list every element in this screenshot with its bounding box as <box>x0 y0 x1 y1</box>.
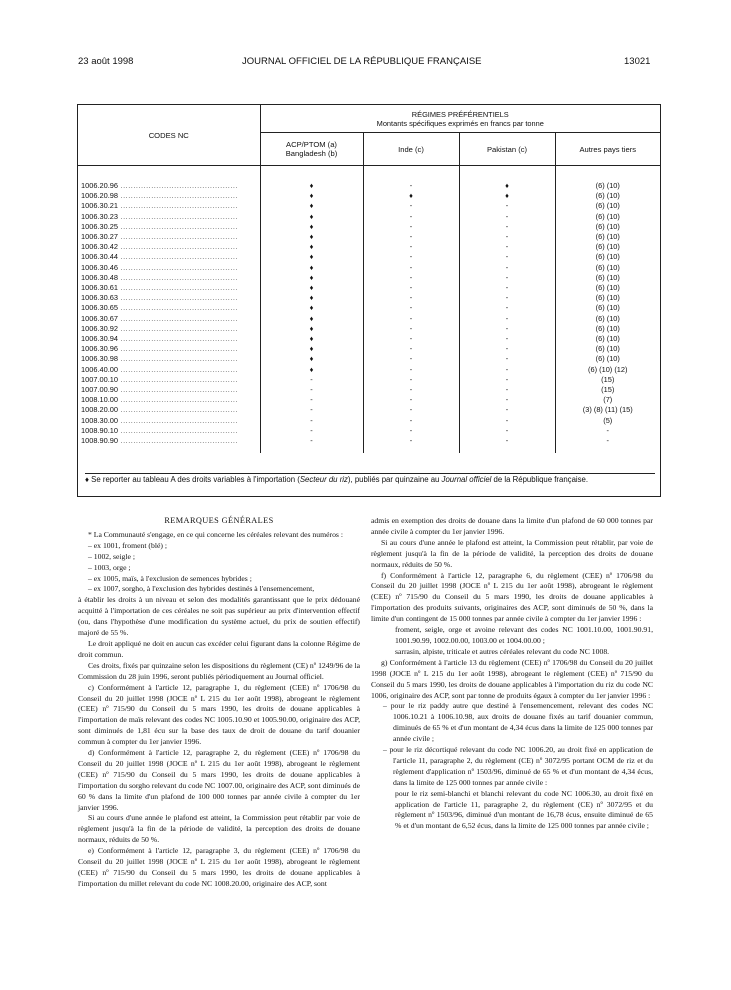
cell-pakistan: - <box>459 344 555 354</box>
cell-inde: - <box>363 405 459 415</box>
code-value: 1008.30.00 <box>81 415 118 425</box>
dot-leader: .............................................. <box>118 242 239 252</box>
code-value: 1006.30.25 <box>81 221 118 231</box>
regimes-title: RÉGIMES PRÉFÉRENTIELS <box>411 109 509 119</box>
code-value: 1007.00.10 <box>81 374 118 384</box>
cell-pakistan: - <box>459 283 555 293</box>
cell-pakistan: - <box>459 324 555 334</box>
cell-code <box>78 405 260 415</box>
table-row <box>78 375 660 385</box>
dot-leader: .............................................. <box>118 385 239 395</box>
cereal-list <box>78 541 360 596</box>
list-item: – ex 1005, maïs, à l'exclusion de semences hybrides ; <box>88 573 252 583</box>
cell-acp: ♦ <box>260 354 363 364</box>
code-value: 1006.30.96 <box>81 344 118 354</box>
paragraph: c) Conformément à l'article 12, paragraphe 1, du règlement (CEE) nº 1706/98 du Conseil du 20 juillet 1998 (JOCE nº L 215 du 1er août 1998), abrogeant le règlement (CEE) nº 715/90 du Conseil du 5 mars 1990, les droits de douane applicables à l'importation de maïs relevant des codes NC 1005.10.90 et 1005.90.00, originaire des ACP, sont diminués de 1,81 écu sur la base des taux de droit de douane du tarif douanier commun à compter du 1er janvier 1996. <box>78 682 360 747</box>
table-row <box>78 273 660 283</box>
cell-autres: (6) (10) <box>555 273 660 283</box>
table-row <box>78 212 660 222</box>
cell-autres: (6) (10) <box>555 222 660 232</box>
paragraph: Si au cours d'une année le plafond est atteint, la Commission peut rétablir par voie de règlement jusqu'à la fin de la période de validité, la perception des droits de douane normaux, réduits de 50 %. <box>78 813 360 845</box>
cell-acp: ♦ <box>260 324 363 334</box>
code-value: 1006.30.23 <box>81 211 118 221</box>
cell-inde: - <box>363 416 459 426</box>
cell-autres: (3) (8) (11) (15) <box>555 405 660 415</box>
dot-leader: .............................................. <box>118 181 239 190</box>
codes-nc-header: CODES NC <box>78 105 260 166</box>
table-row <box>78 293 660 303</box>
cell-code <box>78 395 260 405</box>
cell-pakistan: - <box>459 354 555 364</box>
cell-autres: (6) (10) <box>555 314 660 324</box>
cell-code <box>78 303 260 313</box>
cell-pakistan: ♦ <box>459 166 555 192</box>
table-footnote-part: ♦ Se reporter au tableau A des droits variables à l'importation ( <box>85 475 300 484</box>
paragraph: g) Conformément à l'article 13 du règlement (CEE) nº 1706/98 du Conseil du 20 juillet 1998 (JOCE nº L 215 du 1er août 1998), abrogeant le règlement (CEE) nº 715/90 du Conseil du 5 mars 1990, les droits de douane applicables à l'importation du riz du code NC 1006, originaire des ACP, sont par tonne de produits égaux à compter du 1er janvier 1996 : <box>371 657 653 700</box>
cell-inde: - <box>363 166 459 192</box>
cell-acp: - <box>260 436 363 453</box>
paragraph: * La Communauté s'engage, en ce qui concerne les céréales relevant des numéros : <box>88 529 343 539</box>
paragraph: e) Conformément à l'article 12, paragraphe 3, du règlement (CEE) nº 1706/98 du Conseil du 20 juillet 1998 (JOCE nº L 215 du 1er août 1998), abrogeant le règlement (CEE) nº 715/90 du Conseil du 5 mars 1990, les droits de douane applicables à l'importation du millet relevant du code NC 1008.20.00, originaire des ACP, sont <box>78 846 360 888</box>
cell-code <box>78 273 260 283</box>
dot-leader: .............................................. <box>118 354 239 364</box>
cell-code <box>78 324 260 334</box>
cell-autres: (6) (10) <box>555 344 660 354</box>
dot-leader: .............................................. <box>118 232 239 242</box>
cell-acp: ♦ <box>260 365 363 375</box>
paragraph: froment, seigle, orge et avoine relevant des codes NC 1001.10.00, 1001.90.91, 1001.90.99, 1002.00.00, 1003.00 et 1004.00.00 ; <box>395 625 653 645</box>
cell-inde: - <box>363 222 459 232</box>
cell-pakistan: - <box>459 212 555 222</box>
cell-code <box>78 222 260 232</box>
table-row <box>78 436 660 453</box>
dot-leader: .............................................. <box>118 374 239 384</box>
code-value: 1006.30.98 <box>81 354 118 364</box>
table-row <box>78 232 660 242</box>
cell-autres: (6) (10) <box>555 293 660 303</box>
dot-leader: .............................................. <box>118 293 239 303</box>
cell-acp: ♦ <box>260 201 363 211</box>
table-footnote-part: ), publiés par quinzaine au <box>347 475 442 484</box>
cell-acp: ♦ <box>260 222 363 232</box>
cell-pakistan: - <box>459 252 555 262</box>
cell-inde: - <box>363 273 459 283</box>
code-value: 1006.30.63 <box>81 293 118 303</box>
table-row <box>78 365 660 375</box>
left-column <box>78 516 360 890</box>
table-row <box>78 283 660 293</box>
cell-pakistan: ♦ <box>459 191 555 201</box>
cell-inde: - <box>363 334 459 344</box>
cell-acp: ♦ <box>260 263 363 273</box>
dot-leader: .............................................. <box>118 364 239 374</box>
right-column <box>371 516 653 832</box>
table-footnote-italic: Secteur du riz <box>299 475 348 484</box>
cell-code <box>78 212 260 222</box>
cell-pakistan: - <box>459 303 555 313</box>
code-value: 1006.20.98 <box>81 191 118 201</box>
cell-code <box>78 375 260 385</box>
code-value: 1006.40.00 <box>81 364 118 374</box>
table-row <box>78 242 660 252</box>
cell-pakistan: - <box>459 242 555 252</box>
table-row <box>78 416 660 426</box>
code-value: 1006.30.46 <box>81 262 118 272</box>
cell-code <box>78 242 260 252</box>
cell-code <box>78 344 260 354</box>
tariff-table-body <box>78 166 660 454</box>
cell-code <box>78 201 260 211</box>
table-row <box>78 166 660 192</box>
table-row <box>78 201 660 211</box>
cell-acp: ♦ <box>260 232 363 242</box>
dot-leader: .............................................. <box>118 252 239 262</box>
code-value: 1006.30.44 <box>81 252 118 262</box>
cell-autres: (6) (10) <box>555 334 660 344</box>
cell-autres: - <box>555 426 660 436</box>
table-footnote-part: de la République française. <box>491 475 589 484</box>
cell-inde: - <box>363 201 459 211</box>
cell-autres: (6) (10) <box>555 252 660 262</box>
cell-acp: - <box>260 395 363 405</box>
col-inde-header: Inde (c) <box>363 133 459 166</box>
tariff-table <box>78 105 660 453</box>
cell-pakistan: - <box>459 395 555 405</box>
cell-acp: ♦ <box>260 273 363 283</box>
dot-leader: .............................................. <box>118 344 239 354</box>
cell-inde: - <box>363 426 459 436</box>
cell-pakistan: - <box>459 334 555 344</box>
cell-code <box>78 354 260 364</box>
cell-autres: (6) (10) <box>555 166 660 192</box>
code-value: 1006.20.96 <box>81 181 118 190</box>
cell-pakistan: - <box>459 385 555 395</box>
col-acp-header <box>260 133 363 166</box>
cell-code <box>78 385 260 395</box>
cell-autres: (6) (10) <box>555 191 660 201</box>
cell-code <box>78 263 260 273</box>
cell-acp: ♦ <box>260 252 363 262</box>
cell-code <box>78 314 260 324</box>
page-number: 13021 <box>624 56 651 67</box>
dot-leader: .............................................. <box>118 395 239 405</box>
paragraph: Si au cours d'une année le plafond est atteint, la Commission peut rétablir, par voie de règlement jusqu'à la fin de la période de validité, la perception des droits de douane normaux, réduits de 50 %. <box>371 537 653 569</box>
code-value: 1006.30.27 <box>81 232 118 242</box>
cell-inde: - <box>363 252 459 262</box>
cell-inde: ♦ <box>363 191 459 201</box>
remarks-heading: REMARQUES GÉNÉRALES <box>164 516 274 525</box>
code-value: 1008.90.90 <box>81 436 118 446</box>
cell-inde: - <box>363 344 459 354</box>
cell-acp: ♦ <box>260 303 363 313</box>
list-item: – ex 1001, froment (blé) ; <box>88 540 167 550</box>
cell-acp: - <box>260 375 363 385</box>
cell-inde: - <box>363 385 459 395</box>
table-row <box>78 354 660 364</box>
dot-leader: .............................................. <box>118 303 239 313</box>
cell-inde: - <box>363 314 459 324</box>
cell-autres: (5) <box>555 416 660 426</box>
cell-autres: (7) <box>555 395 660 405</box>
cell-code <box>78 283 260 293</box>
code-value: 1008.10.00 <box>81 395 118 405</box>
cell-inde: - <box>363 293 459 303</box>
cell-acp: ♦ <box>260 344 363 354</box>
list-item: – 1002, seigle ; <box>88 551 135 561</box>
table-footnote-italic: Journal officiel <box>441 475 492 484</box>
code-value: 1006.30.94 <box>81 334 118 344</box>
cell-autres: (6) (10) <box>555 354 660 364</box>
col-autres-header: Autres pays tiers <box>555 133 660 166</box>
dot-leader: .............................................. <box>118 334 239 344</box>
table-row <box>78 405 660 415</box>
table-row <box>78 303 660 313</box>
header-date: 23 août 1998 <box>78 56 134 67</box>
list-item: – 1003, orge ; <box>88 562 131 572</box>
paragraph: Ces droits, fixés par quinzaine selon les dispositions du règlement (CE) nº 1249/96 de la Commission du 28 juin 1996, seront publiés périodiquement au Journal officiel. <box>78 660 360 681</box>
cell-inde: - <box>363 436 459 453</box>
cell-acp: ♦ <box>260 293 363 303</box>
code-value: 1006.30.61 <box>81 283 118 293</box>
cell-acp: ♦ <box>260 191 363 201</box>
cell-pakistan: - <box>459 263 555 273</box>
dot-leader: .............................................. <box>118 272 239 282</box>
cell-code <box>78 365 260 375</box>
table-row <box>78 314 660 324</box>
cell-code <box>78 166 260 192</box>
table-row <box>78 334 660 344</box>
paragraph: admis en exemption des droits de douane dans la limite d'un plafond de 60 000 tonnes par année civile à compter du 1er janvier 1996. <box>371 516 653 536</box>
cell-autres: (6) (10) <box>555 263 660 273</box>
dot-leader: .............................................. <box>118 201 239 211</box>
dot-leader: .............................................. <box>118 436 239 446</box>
cell-acp: ♦ <box>260 242 363 252</box>
cell-inde: - <box>363 354 459 364</box>
list-item: – ex 1007, sorgho, à l'exclusion des hybrides destinés à l'ensemencement, <box>88 584 315 594</box>
cell-autres: (6) (10) <box>555 242 660 252</box>
dot-leader: .............................................. <box>118 211 239 221</box>
cell-autres: (15) <box>555 385 660 395</box>
code-value: 1006.30.65 <box>81 303 118 313</box>
cell-acp: - <box>260 405 363 415</box>
cell-code <box>78 293 260 303</box>
cell-acp: ♦ <box>260 283 363 293</box>
header-title: JOURNAL OFFICIEL DE LA RÉPUBLIQUE FRANÇAISE <box>242 56 482 67</box>
cell-pakistan: - <box>459 365 555 375</box>
cell-pakistan: - <box>459 436 555 453</box>
code-value: 1008.90.10 <box>81 425 118 435</box>
cell-autres: (6) (10) <box>555 232 660 242</box>
paragraph: f) Conformément à l'article 12, paragraphe 6, du règlement (CEE) nº 1706/98 du Conseil du 20 juillet 1998 (JOCE nº L 215 du 1er août 1998), abrogeant le règlement (CEE) nº 715/90 du Conseil du 5 mars 1990, les droits de douane applicables à l'importation des produits suivants, originaires des ACP, sont diminués de 50 %, dans la limite d'un contingent de 15 000 tonnes par année civile à compter du 1er janvier 1996 : <box>371 570 653 624</box>
dot-leader: .............................................. <box>118 221 239 231</box>
table-row <box>78 385 660 395</box>
cell-autres: - <box>555 436 660 453</box>
code-value: 1006.30.92 <box>81 323 118 333</box>
cell-code <box>78 232 260 242</box>
cell-pakistan: - <box>459 293 555 303</box>
paragraph: à établir les droits à un niveau et selon des modalités garantissant que le prix dédouané acquitté à l'importation de ces céréales ne soit pas supérieur au prix d'intervention effectif (ou, dans l'hypothèse d'une modification du système actuel, du prix de soutien effectif) majoré de 55 %. <box>78 595 360 638</box>
cell-inde: - <box>363 324 459 334</box>
table-row <box>78 426 660 436</box>
cell-code <box>78 191 260 201</box>
cell-pakistan: - <box>459 201 555 211</box>
paragraph: pour le riz semi-blanchi et blanchi relevant du code NC 1006.30, au droit fixé en application de l'article 11, paragraphe 2, du règlement (CE) nº 3072/95 et du règlement nº 1503/96, diminué d'un montant de 16,78 écus, ensuite diminué de 65 % et d'un montant de 6,52 écus, dans la limite de 125 000 tonnes par année civile ; <box>395 788 653 831</box>
cell-acp: ♦ <box>260 334 363 344</box>
dot-leader: .............................................. <box>118 283 239 293</box>
tariff-table-box <box>77 104 661 497</box>
cell-pakistan: - <box>459 232 555 242</box>
cell-pakistan: - <box>459 375 555 385</box>
cell-acp: - <box>260 426 363 436</box>
cell-pakistan: - <box>459 273 555 283</box>
dot-leader: .............................................. <box>118 313 239 323</box>
table-footnote <box>85 473 655 485</box>
cell-pakistan: - <box>459 222 555 232</box>
table-row <box>78 222 660 232</box>
table-row <box>78 344 660 354</box>
table-row <box>78 324 660 334</box>
cell-autres: (15) <box>555 375 660 385</box>
col-acp-line2: Bangladesh (b) <box>285 149 338 158</box>
paragraph: sarrasin, alpiste, triticale et autres céréales relevant du code NC 1008. <box>395 646 610 656</box>
cell-code <box>78 252 260 262</box>
cell-code <box>78 334 260 344</box>
cell-autres: (6) (10) <box>555 324 660 334</box>
code-value: 1008.20.00 <box>81 405 118 415</box>
cell-inde: - <box>363 242 459 252</box>
paragraph: Le droit appliqué ne doit en aucun cas excéder celui figurant dans la colonne Régime de droit commun. <box>78 638 360 659</box>
cell-acp: - <box>260 416 363 426</box>
code-value: 1006.30.42 <box>81 242 118 252</box>
cell-inde: - <box>363 303 459 313</box>
cell-acp: ♦ <box>260 166 363 192</box>
cell-pakistan: - <box>459 426 555 436</box>
cell-autres: (6) (10) <box>555 283 660 293</box>
cell-inde: - <box>363 283 459 293</box>
paragraph: d) Conformément à l'article 12, paragraphe 2, du règlement (CEE) nº 1706/98 du Conseil du 20 juillet 1998 (JOCE nº L 215 du 1er août 1998), abrogeant le règlement (CEE) nº 715/90 du Conseil du 5 mars 1990, les droits de douane applicables à l'importation du sorgho relevant du code NC 1007.00, originaire des ACP, sont diminués de 60 % dans la limite d'un plafond de 100 000 tonnes par année civile à compter du 1er janvier 1996. <box>78 748 360 812</box>
dot-leader: .............................................. <box>118 415 239 425</box>
cell-pakistan: - <box>459 416 555 426</box>
cell-inde: - <box>363 232 459 242</box>
code-value: 1006.30.21 <box>81 201 118 211</box>
cell-code <box>78 426 260 436</box>
cell-autres: (6) (10) <box>555 303 660 313</box>
dot-leader: .............................................. <box>118 405 239 415</box>
cell-autres: (6) (10) <box>555 201 660 211</box>
cell-inde: - <box>363 263 459 273</box>
dot-leader: .............................................. <box>118 323 239 333</box>
cell-inde: - <box>363 395 459 405</box>
cell-pakistan: - <box>459 405 555 415</box>
table-row <box>78 395 660 405</box>
cell-acp: ♦ <box>260 212 363 222</box>
dot-leader: .............................................. <box>118 191 239 201</box>
cell-code <box>78 416 260 426</box>
cell-acp: - <box>260 385 363 395</box>
paragraph: – pour le riz paddy autre que destiné à l'ensemencement, relevant des codes NC 1006.10.21 à 1006.10.98, aux droits de douane fixés au tarif douanier commun, diminués de 65 % et d'un montant de 4,34 écus dans la limite de 125 000 tonnes par année civile ; <box>383 701 653 744</box>
code-value: 1006.30.48 <box>81 272 118 282</box>
cell-inde: - <box>363 212 459 222</box>
paragraph: – pour le riz décortiqué relevant du code NC 1006.20, au droit fixé en application de l'article 11, paragraphe 2, du règlement (CE) nº 3072/95 portant OCM de riz et du règlement d'application nº 1503/96, diminué de 65 % et d'un montant de 4,34 écus, dans la limite de 125 000 tonnes par année civile : <box>383 745 653 787</box>
dot-leader: .............................................. <box>118 262 239 272</box>
col-pakistan-header: Pakistan (c) <box>459 133 555 166</box>
dot-leader: .............................................. <box>118 425 239 435</box>
regimes-header <box>260 105 660 133</box>
table-row <box>78 191 660 201</box>
table-row <box>78 252 660 262</box>
cell-autres: (6) (10) (12) <box>555 365 660 375</box>
cell-autres: (6) (10) <box>555 212 660 222</box>
cell-pakistan: - <box>459 314 555 324</box>
cell-inde: - <box>363 375 459 385</box>
cell-inde: - <box>363 365 459 375</box>
table-row <box>78 263 660 273</box>
cell-code <box>78 436 260 453</box>
cell-acp: ♦ <box>260 314 363 324</box>
regimes-subtitle: Montants spécifiques exprimés en francs par tonne <box>376 118 544 128</box>
col-acp-line1: ACP/PTOM (a) <box>286 140 337 149</box>
code-value: 1007.00.90 <box>81 385 118 395</box>
code-value: 1006.30.67 <box>81 313 118 323</box>
